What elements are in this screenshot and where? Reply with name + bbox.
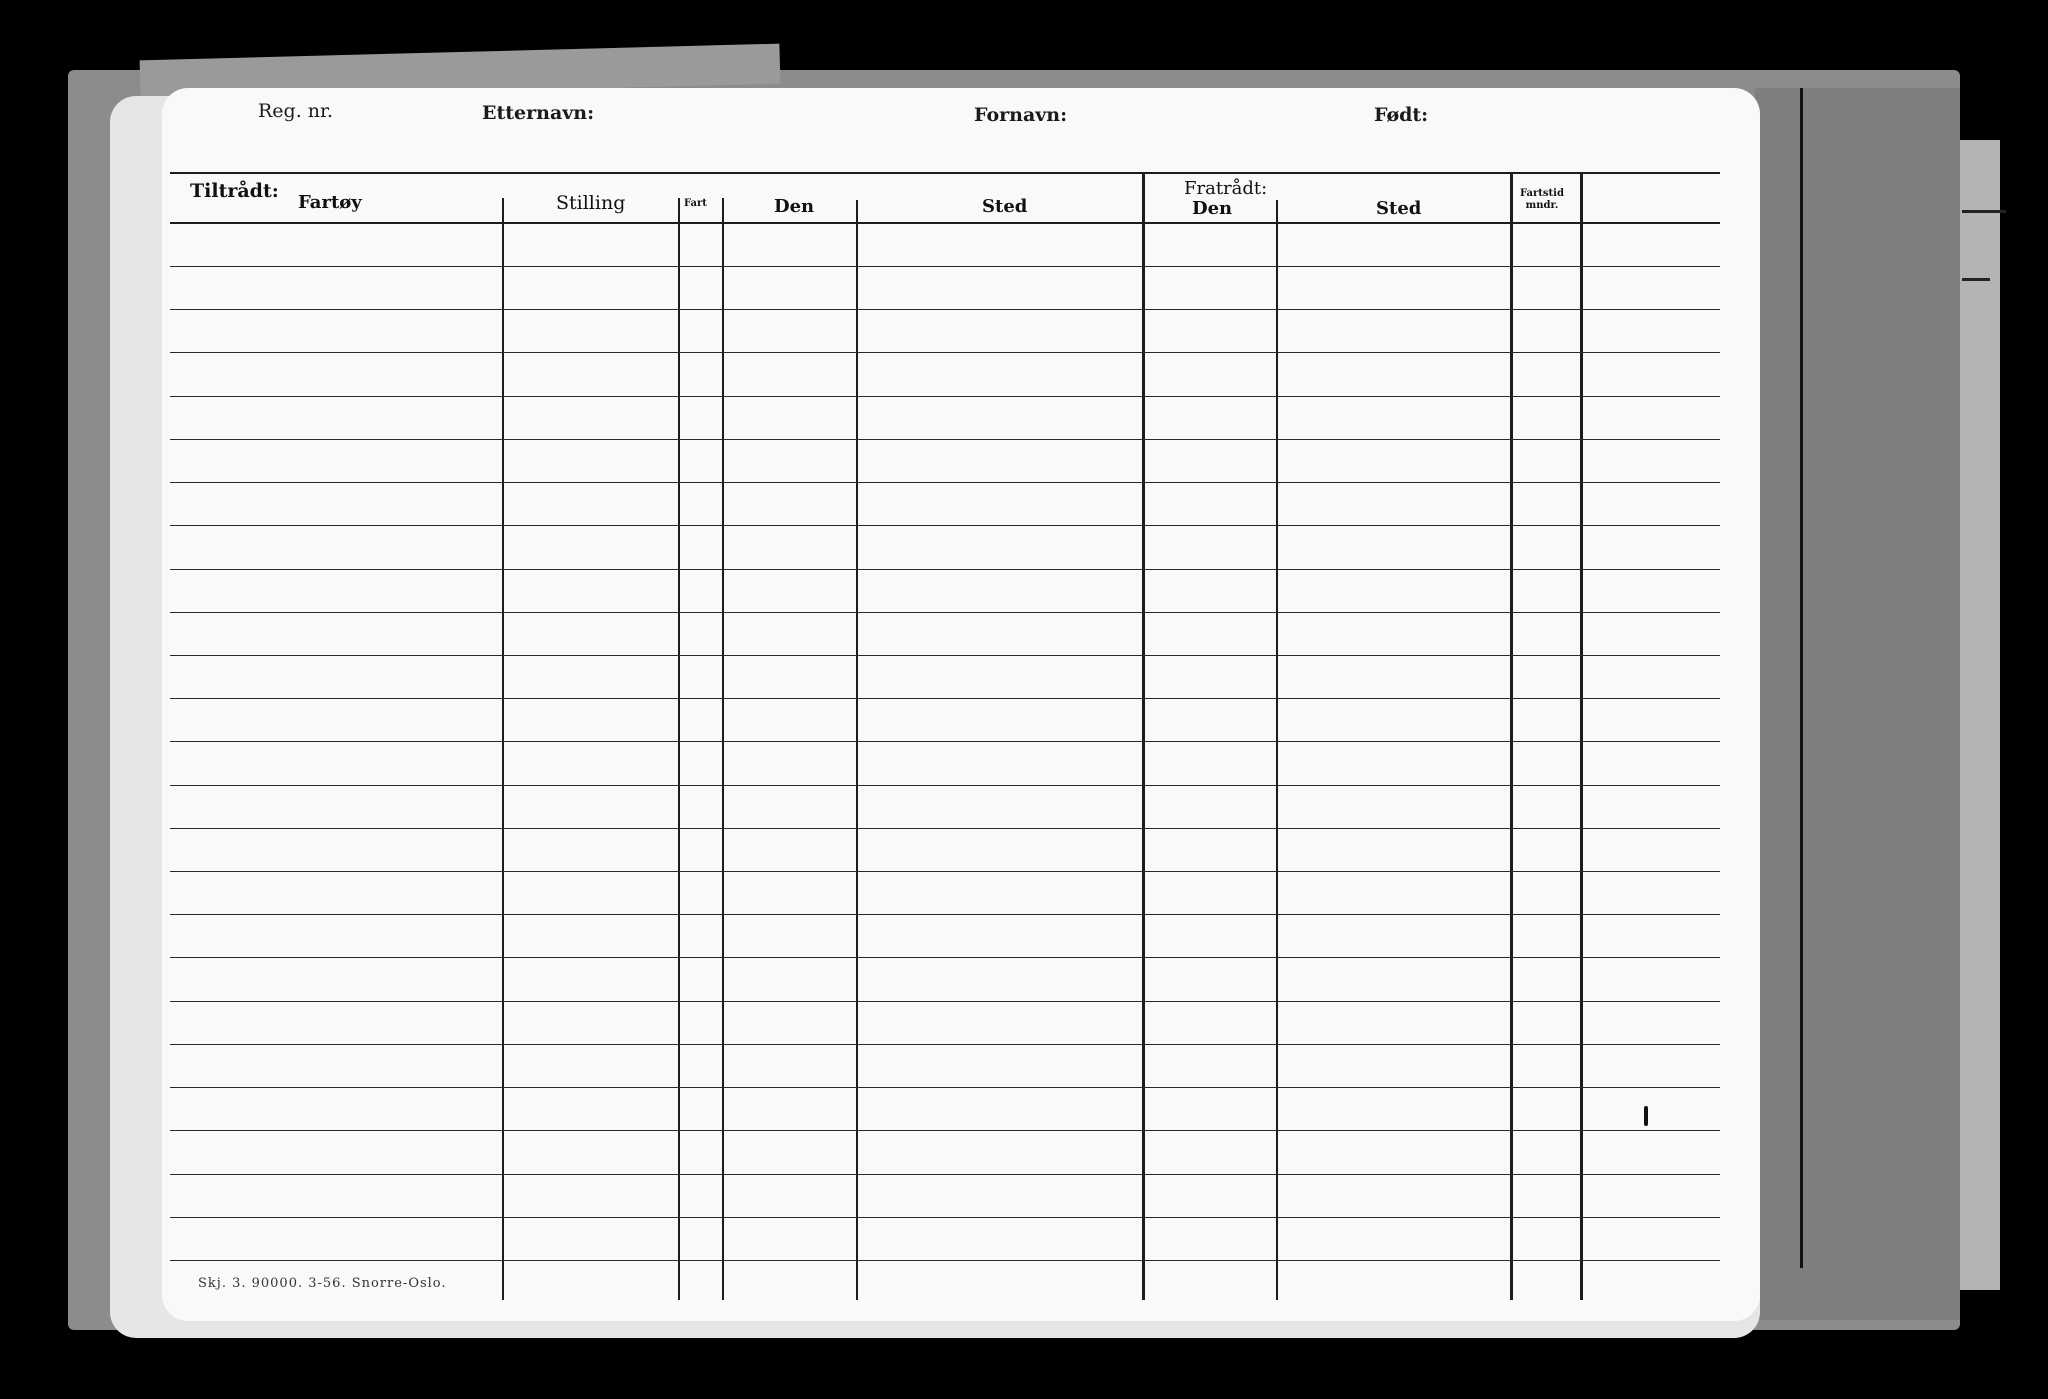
fodt-label: Født: <box>1374 104 1429 126</box>
fartstid-line1: Fartstid <box>1520 188 1564 199</box>
sted-header-fratradt: Sted <box>1376 198 1422 219</box>
fartoy-header: Fartøy <box>298 192 362 213</box>
tiltradt-label: Tiltrådt: <box>190 180 279 202</box>
reg-nr-label: Reg. nr. <box>258 100 334 122</box>
row-rule <box>170 309 1720 310</box>
row-rule <box>170 655 1720 656</box>
row-rule <box>170 871 1720 872</box>
row-rule <box>170 785 1720 786</box>
col-divider-fartoy <box>502 198 504 1300</box>
col-divider-den <box>856 200 858 1300</box>
row-rule <box>170 1001 1720 1002</box>
row-rule <box>170 439 1720 440</box>
col-divider-tiltradt-fratradt <box>1142 174 1145 1300</box>
row-rule <box>170 396 1720 397</box>
registration-card <box>162 88 1760 1321</box>
row-rule <box>170 266 1720 267</box>
row-rule <box>170 352 1720 353</box>
fartstid-line2: mndr. <box>1525 200 1559 211</box>
spine-line <box>1800 88 1803 1268</box>
side-sheet <box>1960 140 2000 1290</box>
row-rule <box>170 1130 1720 1131</box>
row-rule <box>170 741 1720 742</box>
row-rule <box>170 1174 1720 1175</box>
row-rule <box>170 914 1720 915</box>
column-header-rule <box>170 222 1720 224</box>
row-rule <box>170 828 1720 829</box>
col-divider-fart <box>722 198 724 1300</box>
col-divider-fartstid <box>1580 174 1583 1300</box>
row-rule <box>170 1044 1720 1045</box>
row-rule <box>170 1217 1720 1218</box>
etternavn-label: Etternavn: <box>482 102 595 124</box>
row-rule <box>170 612 1720 613</box>
fartstid-header <box>1520 188 1564 212</box>
fart-header: Fart <box>684 198 707 209</box>
printer-imprint: Skj. 3. 90000. 3-56. Snorre-Oslo. <box>198 1276 447 1291</box>
fornavn-label: Fornavn: <box>974 104 1068 126</box>
sted-header-tiltradt: Sted <box>982 196 1028 217</box>
den-header-fratradt: Den <box>1192 198 1233 219</box>
folder-spine <box>1755 88 1960 1320</box>
fratradt-label: Fratrådt: <box>1184 178 1268 199</box>
row-rule <box>170 1087 1720 1088</box>
den-header-tiltradt: Den <box>774 196 815 217</box>
edge-mark <box>1962 210 2006 213</box>
col-divider-stilling <box>678 198 680 1300</box>
header-rule <box>170 172 1720 174</box>
col-divider-sted-fratradt <box>1510 174 1513 1300</box>
edge-mark <box>1962 278 1990 281</box>
row-rule <box>170 1260 1720 1261</box>
row-rule <box>170 957 1720 958</box>
row-rule <box>170 482 1720 483</box>
row-rule <box>170 698 1720 699</box>
pencil-mark <box>1644 1106 1648 1126</box>
col-divider-den-fratradt <box>1276 200 1278 1300</box>
stilling-header: Stilling <box>556 192 626 214</box>
row-rule <box>170 525 1720 526</box>
row-rule <box>170 569 1720 570</box>
